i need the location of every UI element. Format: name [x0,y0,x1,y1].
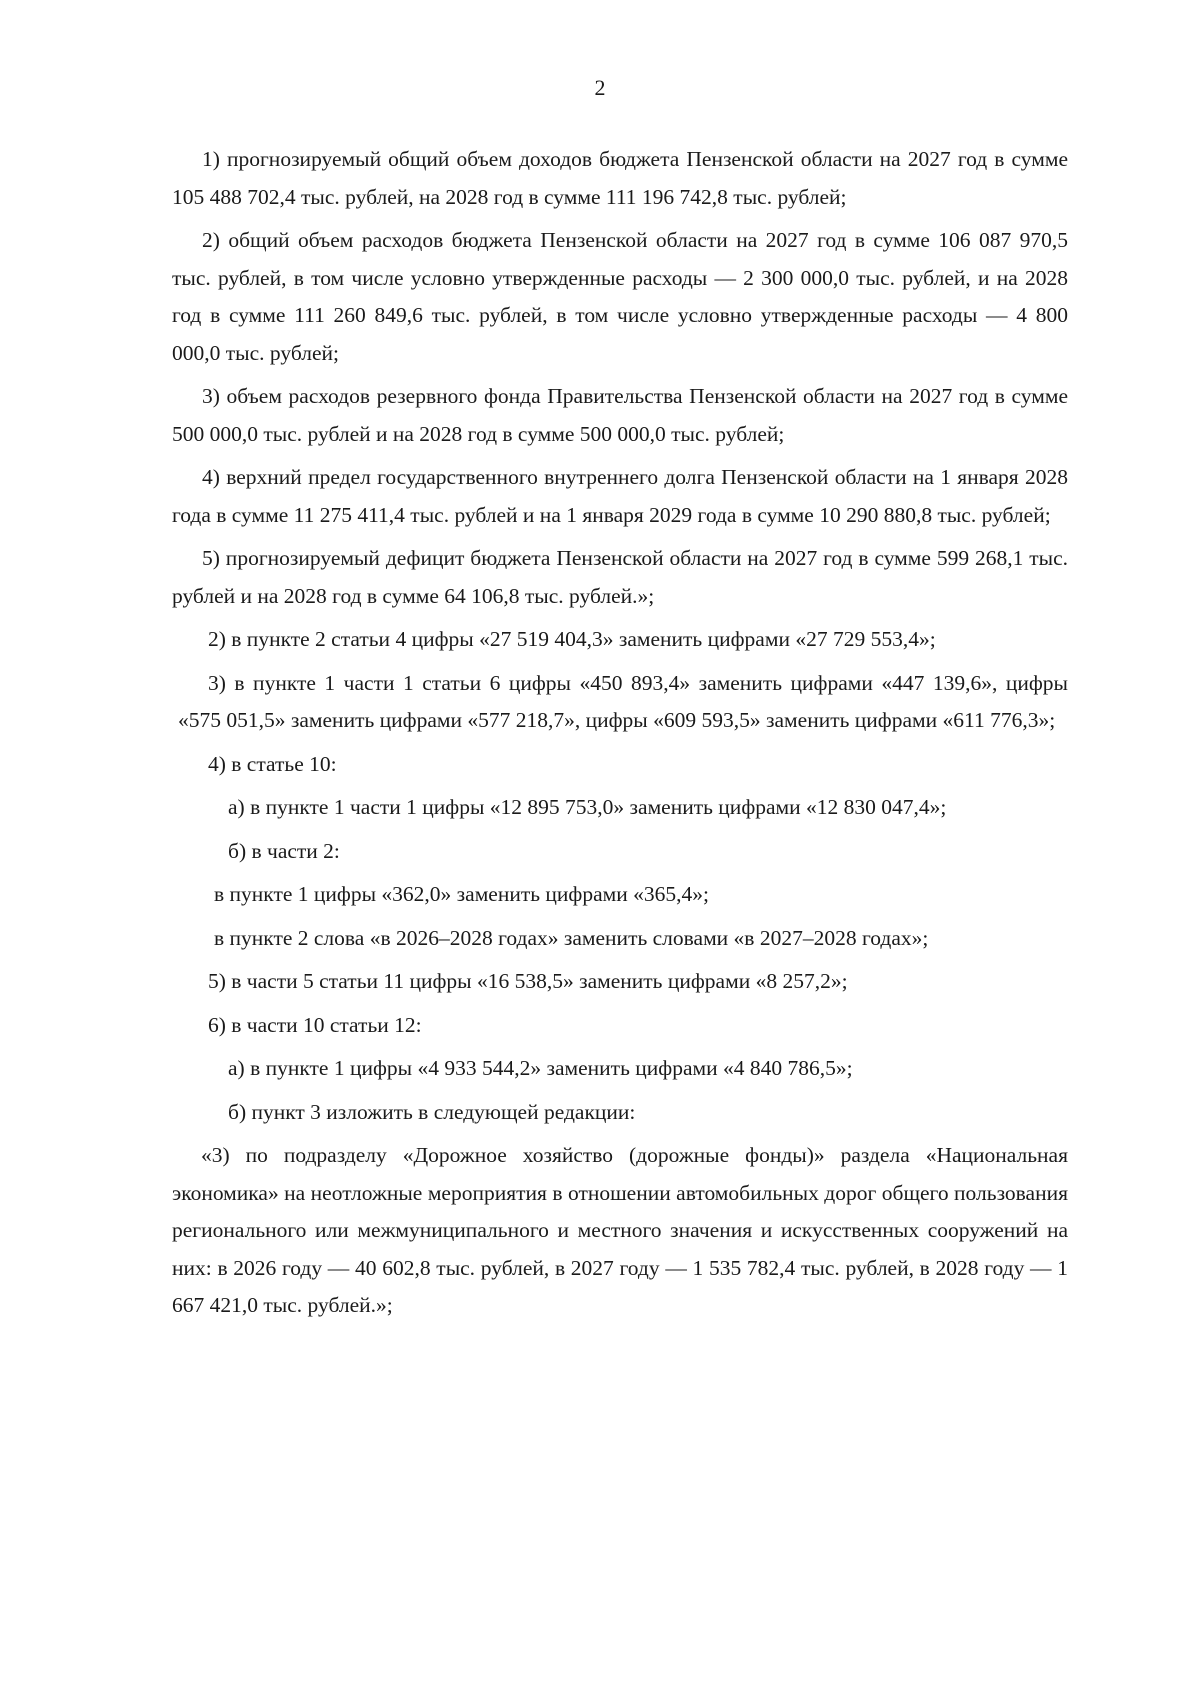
paragraph-article-12-b: б) пункт 3 изложить в следующей редакции: [228,1099,636,1124]
paragraph-article-10-a: а) в пункте 1 части 1 цифры «12 895 753,0» заменить цифрами «12 830 047,4»; [228,795,947,819]
document-body [172,141,1068,1331]
paragraph-article-6: 3) в пункте 1 части 1 статьи 6 цифры «450 893,4» заменить цифрами «447 139,6», цифры «575 051,5» заменить цифрами «577 218,7», цифры «609 593,5» заменить цифрами «611 776,3»; [178,670,1068,732]
paragraph-income-forecast: 1) прогнозируемый общий объем доходов бюджета Пензенской области на 2027 год в сумме 105 488 702,4 тыс. рублей, на 2028 год в сумме 111 196 742,8 тыс. рублей; [172,147,1068,209]
paragraph-article-11: 5) в части 5 статьи 11 цифры «16 538,5» заменить цифрами «8 257,2»; [208,969,848,993]
paragraph-deficit: 5) прогнозируемый дефицит бюджета Пензенской области на 2027 год в сумме 599 268,1 тыс. рублей и на 2028 год в сумме 64 106,8 тыс. рублей.»; [172,546,1068,608]
paragraph-reserve-fund: 3) объем расходов резервного фонда Правительства Пензенской области на 2027 год в сумме 500 000,0 тыс. рублей и на 2028 год в сумме 500 000,0 тыс. рублей; [172,384,1068,446]
paragraph-article-4: 2) в пункте 2 статьи 4 цифры «27 519 404,3» заменить цифрами «27 729 553,4»; [208,627,936,651]
paragraph-road-fund: «3) по подразделу «Дорожное хозяйство (дорожные фонды)» раздела «Национальная экономика» на неотложные мероприятия в отношении автомобильных дорог общего пользования регионального или межмуниципального и местного значения и искусственных сооружений на них: в 2026 году — 40 602,8 тыс. рублей, в 2027 году — 1 535 782,4 тыс. рублей, в 2028 году — 1 667 421,0 тыс. рублей.»; [172,1143,1068,1317]
paragraph-article-10-b-2: в пункте 2 слова «в 2026–2028 годах» заменить словами «в 2027–2028 годах»; [214,925,929,950]
paragraph-debt-limit: 4) верхний предел государственного внутреннего долга Пензенской области на 1 января 2028 года в сумме 11 275 411,4 тыс. рублей и на 1 января 2029 года в сумме 10 290 880,8 тыс. рублей; [172,465,1068,527]
paragraph-article-12-a: а) в пункте 1 цифры «4 933 544,2» заменить цифрами «4 840 786,5»; [228,1056,853,1080]
paragraph-expenses-total: 2) общий объем расходов бюджета Пензенской области на 2027 год в сумме 106 087 970,5 тыс. рублей, в том числе условно утвержденные расходы — 2 300 000,0 тыс. рублей, и на 2028 год в сумме 111 260 849,6 тыс. рублей, в том числе условно утвержденные расходы — 4 800 000,0 тыс. рублей; [172,228,1068,365]
paragraph-article-10-b-1: в пункте 1 цифры «362,0» заменить цифрами «365,4»; [214,882,709,906]
page-number: 2 [594,75,606,100]
paragraph-article-12: 6) в части 10 статьи 12: [208,1012,422,1037]
paragraph-article-10: 4) в статье 10: [208,751,337,776]
paragraph-article-10-b: б) в части 2: [228,838,340,863]
